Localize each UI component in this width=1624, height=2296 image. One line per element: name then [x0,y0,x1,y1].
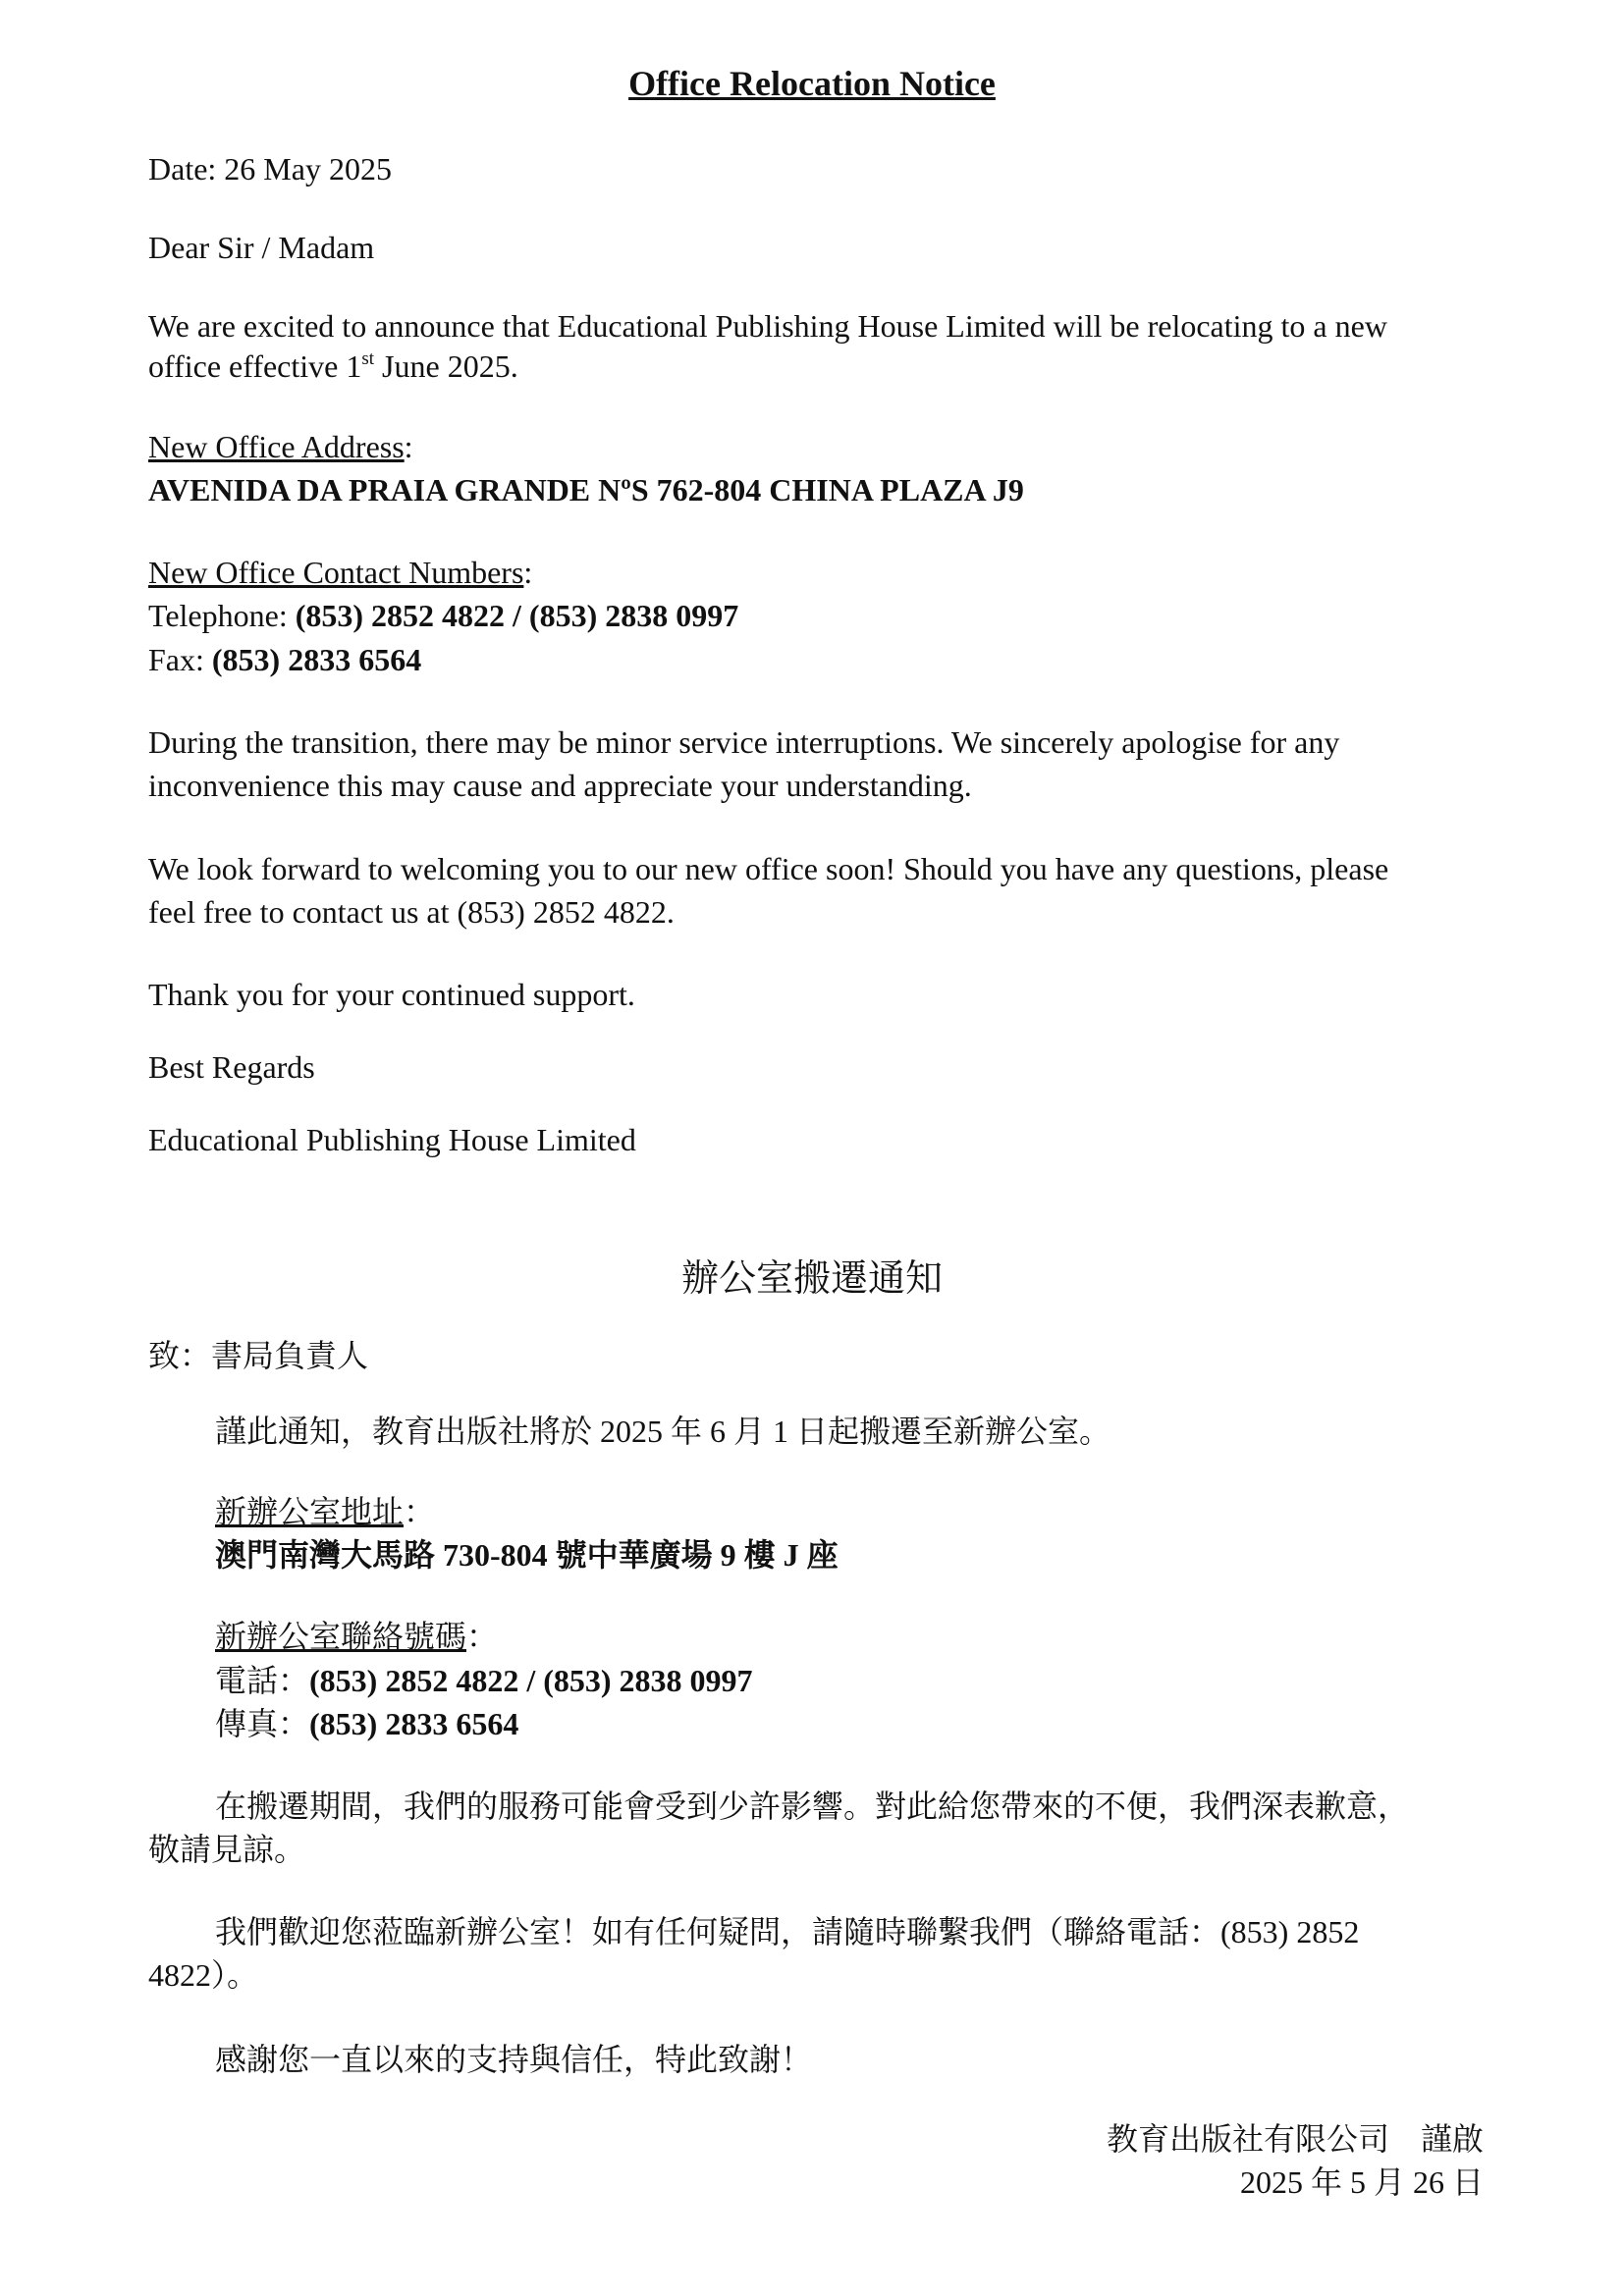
transition-line-2: inconvenience this may cause and appreciate your understanding. [148,768,972,803]
ordinal-suffix: st [361,348,375,369]
zh-contact-heading-colon: ： [466,1619,499,1654]
address-value: AVENIDA DA PRAIA GRANDE NºS 762-804 CHINA PLAZA J9 [148,472,1024,507]
zh-address-value: 澳門南灣大馬路 730-804 號中華廣場 9 樓 J 座 [215,1537,839,1573]
announcement-line-2-pre: office effective 1 [148,348,362,384]
zh-announcement: 謹此通知，教育出版社將於 2025 年 6 月 1 日起搬遷至新辦公室。 [215,1414,1111,1449]
announcement-line-1: We are excited to announce that Educational Publishing House Limited will be relocating to a new [148,308,1387,344]
zh-fax-line [215,1702,518,1746]
address-heading-line [148,425,413,469]
contact-heading-line [148,551,532,595]
zh-telephone-line [215,1659,753,1703]
chinese-title: 辦公室搬遷通知 [680,1256,943,1300]
fax-label: Fax: [148,642,212,677]
contact-heading-colon: : [523,555,533,590]
welcome-line-2: feel free to contact us at (853) 2852 4822. [148,894,675,930]
zh-telephone-label: 電話： [215,1663,310,1698]
contact-heading: New Office Contact Numbers [148,555,524,590]
transition-line-1: During the transition, there may be minor service interruptions. We sincerely apologise for any [148,724,1340,760]
thanks-line: Thank you for your continued support. [148,977,635,1012]
zh-thanks-line: 感謝您一直以來的支持與信任，特此致謝！ [215,2042,813,2077]
zh-telephone-value: (853) 2852 4822 / (853) 2838 0997 [309,1663,753,1698]
recipient-line: 致：書局負責人 [148,1338,369,1373]
zh-signature: 教育出版社有限公司 謹啟 [1106,2121,1484,2157]
zh-fax-value: (853) 2833 6564 [309,1706,519,1741]
telephone-label: Telephone: [148,598,296,633]
zh-transition-line-1: 在搬遷期間，我們的服務可能會受到少許影響。對此給您帶來的不便，我們深表歉意， [215,1789,1410,1824]
zh-fax-label: 傳真： [215,1706,310,1741]
zh-address-heading-line [215,1490,435,1534]
announcement-line-2-post: June 2025. [374,348,518,384]
zh-date: 2025 年 5 月 26 日 [1239,2164,1484,2200]
salutation: Dear Sir / Madam [148,230,375,265]
announcement-line-2 [148,345,518,389]
english-title: Office Relocation Notice [628,64,996,103]
address-heading: New Office Address [148,429,405,464]
telephone-value: (853) 2852 4822 / (853) 2838 0997 [295,598,739,633]
telephone-line [148,594,738,638]
welcome-line-1: We look forward to welcoming you to our new office soon! Should you have any questions, please [148,851,1389,886]
zh-transition-line-2: 敬請見諒。 [148,1832,306,1867]
zh-welcome-line-1: 我們歡迎您蒞臨新辦公室！如有任何疑問，請隨時聯繫我們（聯絡電話：(853) 2852 [215,1914,1360,1949]
zh-welcome-line-2: 4822）。 [148,1957,259,1993]
zh-contact-heading-line [215,1615,498,1659]
fax-value: (853) 2833 6564 [211,642,422,677]
closing-line: Best Regards [148,1049,315,1085]
address-heading-colon: : [404,429,413,464]
zh-address-heading: 新辦公室地址 [215,1494,405,1529]
date-line: Date: 26 May 2025 [148,151,392,187]
signature-line: Educational Publishing House Limited [148,1122,636,1157]
zh-address-heading-colon: ： [404,1494,436,1529]
fax-line [148,638,421,682]
zh-contact-heading: 新辦公室聯絡號碼 [215,1619,467,1654]
